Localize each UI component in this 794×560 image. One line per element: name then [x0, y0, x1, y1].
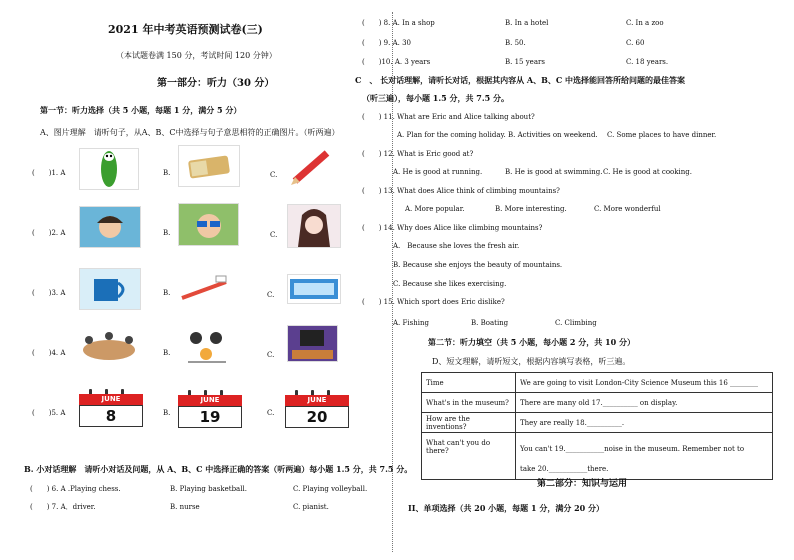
q2-b-label: B. — [163, 229, 171, 237]
image-pencil-case — [79, 148, 139, 190]
q15-option-c: C. Climbing — [555, 319, 597, 327]
q9-option-c: C. 60 — [626, 39, 645, 47]
q11-option-b: B. Activities on weekend. — [508, 131, 598, 139]
q6-question: ( ) 6. A .Playing chess. — [30, 485, 121, 493]
q3-b-label: B. — [163, 289, 171, 297]
q15-option-b: B. Boating — [471, 319, 509, 327]
q14-option-a: A. Because she loves the fresh air. — [393, 242, 520, 250]
q5-label: ( )5. A — [32, 409, 66, 417]
table-cell-question: How are the inventions? — [422, 413, 516, 433]
part2-heading: 第二部分：知识与运用 — [537, 479, 628, 489]
q8-option-c: C. In a zoo — [626, 19, 664, 27]
sectionC-instruction-2: （听三遍），每小题 1.5 分，共 7.5 分。 — [362, 93, 509, 103]
q7-option-b: B. nurse — [170, 503, 200, 511]
table-cell-answer — [516, 433, 773, 480]
single-choice-heading: II、单项选择（共 20 小题，每题 1 分，满分 20 分） — [408, 503, 605, 513]
table-row — [422, 393, 773, 413]
image-girl-sunglasses — [178, 203, 239, 246]
q14-question: ( ) 14. Why does Alice like climbing mountains? — [362, 224, 543, 232]
q7-question: ( ) 7. A．driver. — [30, 503, 96, 511]
image-sports-cartoon — [178, 322, 236, 368]
part1-heading: 第一部分：听力（30 分） — [157, 78, 275, 89]
calendar-june-20: JUNE 20 — [285, 389, 349, 427]
image-pencil — [287, 147, 335, 187]
table-cell-question: What's in the museum? — [422, 393, 516, 413]
table-cell-answer: There are many old 17.__________ on display. — [516, 393, 773, 413]
q10-question: ( )10. A. 3 years — [362, 58, 431, 66]
q11-question: ( ) 11. What are Eric and Alice talking about? — [362, 113, 535, 121]
table-answer-line-1: You can't 19.___________noise in the museum. Remember not to — [520, 445, 745, 453]
q8-question: ( ) 8. A. In a shop — [362, 19, 435, 27]
q1-c-label: C. — [270, 171, 278, 179]
table-row — [422, 433, 773, 480]
sectionD-instruction: D、短文理解，请听短文，根据内容填写表格，听三遍。 — [432, 357, 631, 366]
q15-question: ( ) 15. Which sport does Eric dislike? — [362, 298, 505, 306]
sectionC-instruction-1: C 、 长对话理解，请听长对话，根据其内容从 A、B、C 中选择能回答所给问题的最佳答案 — [355, 75, 686, 85]
q12-option-b: B. He is good at swimming. — [505, 168, 603, 176]
table-cell-answer: They are really 18.__________. — [516, 413, 773, 433]
q2-c-label: C. — [270, 231, 278, 239]
table-row — [422, 373, 773, 393]
q13-option-a: A. More popular. — [405, 205, 465, 213]
q6-option-b: B. Playing basketball. — [170, 485, 247, 493]
q9-question: ( ) 9. A. 30 — [362, 39, 412, 47]
exam-title: 2021 年中考英语预测试卷(三) — [108, 23, 263, 36]
section2-heading: 第二节：听力填空（共 5 小题，每小题 2 分，共 10 分） — [428, 337, 635, 347]
q3-c-label: C. — [267, 291, 275, 299]
q15-option-a: A. Fishing — [393, 319, 429, 327]
q13-option-c: C. More wonderful — [594, 205, 661, 213]
q3-label: ( )3. A — [32, 289, 66, 297]
image-family-dinner — [79, 330, 139, 364]
image-anime-girl — [287, 204, 341, 248]
q12-option-a: A. He is good at running. — [393, 168, 483, 176]
q12-question: ( ) 12. What is Eric good at? — [362, 150, 474, 158]
q11-option-c: C. Some places to have dinner. — [607, 131, 717, 139]
image-toothpaste — [287, 274, 341, 304]
q2-label: ( )2. A — [32, 229, 66, 237]
q4-b-label: B. — [163, 349, 171, 357]
table-answer-line-2: take 20.___________there. — [520, 465, 609, 473]
calendar-june-8: JUNE 8 — [79, 388, 143, 426]
sectionA-instruction: A、图片理解 请听句子，从A、B、C中选择与句子意思相符的正确图片。（听两遍） — [40, 128, 340, 137]
q14-option-b: B. Because she enjoys the beauty of mountains. — [393, 261, 563, 269]
image-girl-smiling — [79, 206, 141, 248]
table-cell-question: Time — [422, 373, 516, 393]
q4-label: ( )4. A — [32, 349, 66, 357]
q8-option-b: B. In a hotel — [505, 19, 549, 27]
calendar-june-19: JUNE 19 — [178, 389, 242, 427]
q7-option-c: C. pianist. — [293, 503, 329, 511]
fill-in-table — [421, 372, 773, 480]
image-eraser — [178, 145, 240, 187]
q1-b-label: B. — [163, 169, 171, 177]
q5-b-label: B. — [163, 409, 171, 417]
q10-option-c: C. 18 years. — [626, 58, 669, 66]
q9-option-b: B. 50. — [505, 39, 526, 47]
q11-option-a: A. Plan for the coming holiday. — [397, 131, 506, 139]
q13-option-b: B. More interesting. — [495, 205, 567, 213]
q14-option-c: C. Because she likes exercising. — [393, 280, 507, 288]
q12-option-c: C. He is good at cooking. — [603, 168, 692, 176]
q4-c-label: C. — [267, 351, 275, 359]
image-watching-tv — [287, 325, 338, 362]
table-cell-question: What can't you do there? — [422, 433, 516, 480]
q1-label: ( )1. A — [32, 169, 66, 177]
table-row — [422, 413, 773, 433]
q13-question: ( ) 13. What does Alice think of climbing mountains? — [362, 187, 560, 195]
image-cup — [79, 268, 141, 310]
image-toothbrush — [178, 272, 234, 306]
table-cell-answer: We are going to visit London-City Science Museum this 16 ________ — [516, 373, 773, 393]
section1-heading: 第一节：听力选择（共 5 小题，每题 1 分，满分 5 分） — [40, 105, 242, 115]
exam-subtitle: （本试题卷满 150 分，考试时间 120 分钟） — [116, 51, 277, 60]
q10-option-b: B. 15 years — [505, 58, 545, 66]
q6-option-c: C. Playing volleyball. — [293, 485, 368, 493]
q5-c-label: C. — [267, 409, 275, 417]
sectionB-instruction: B. 小对话理解 请听小对话及问题，从 A、B、C 中选择正确的答案（听两遍）每小题 1.5 分，共 7.5 分。 — [24, 464, 413, 474]
